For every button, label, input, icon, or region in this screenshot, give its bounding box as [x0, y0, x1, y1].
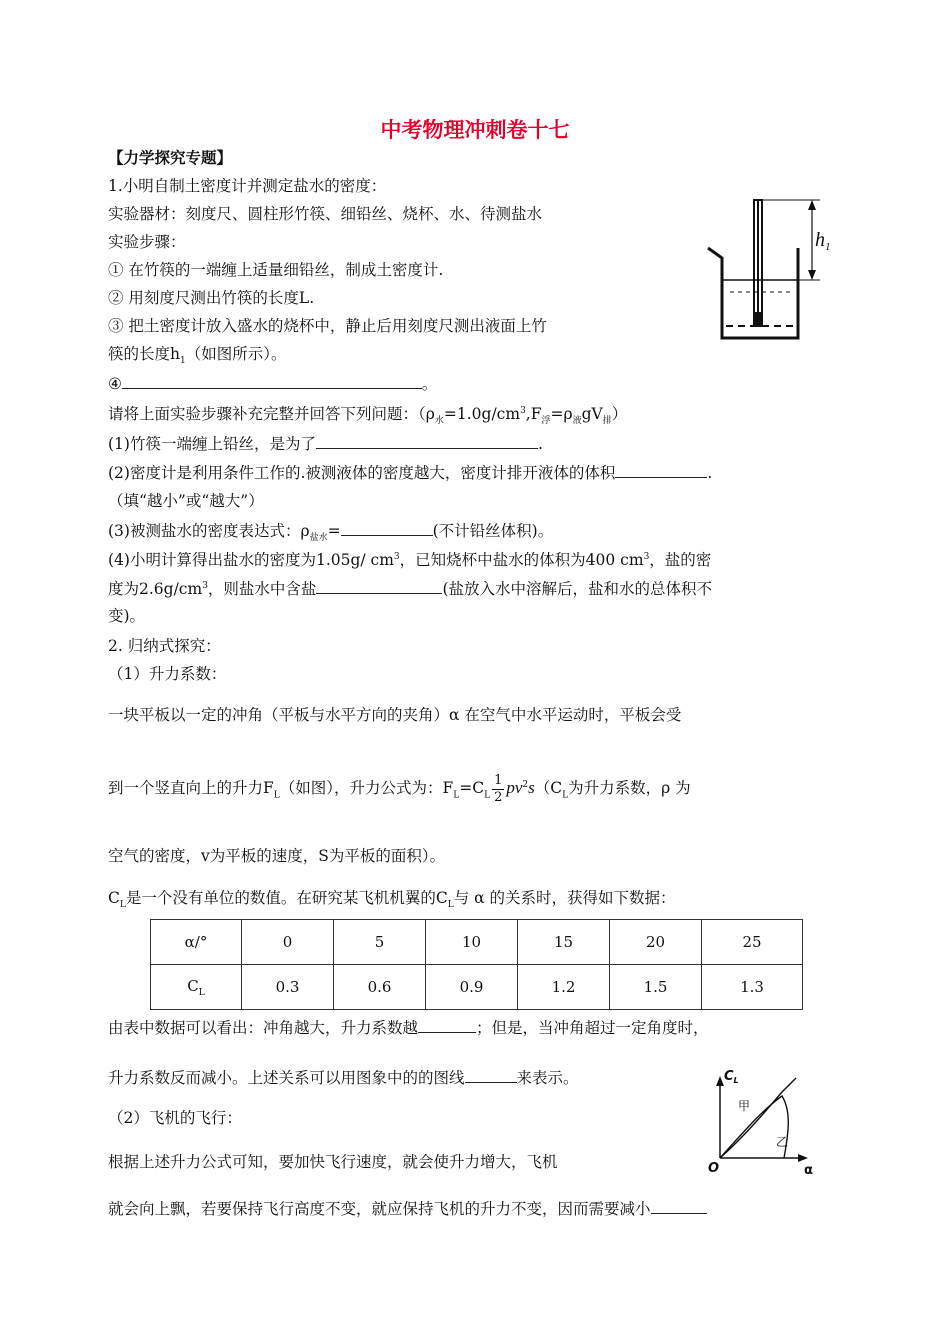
- prompt-sup: 3: [520, 405, 526, 416]
- prompt-rho-sub: 水: [434, 416, 444, 427]
- q1-intro: 1.小明自制土密度计并测定盐水的密度：: [108, 177, 387, 195]
- q1-sub3: [108, 519, 553, 543]
- p4-post: 与 α 的关系时，获得如下数据：: [453, 889, 676, 907]
- sub1-end: .: [537, 435, 543, 453]
- q1-step1: ① 在竹筷的一端缠上适量细铅丝，制成土密度计.: [108, 261, 444, 279]
- beaker-figure: [700, 196, 850, 346]
- p5-pre: 由表中数据可以看出：冲角越大，升力系数越: [108, 1019, 419, 1037]
- table-cell: 1.3: [702, 965, 803, 1010]
- table-cell: 0.3: [242, 965, 334, 1010]
- graph-origin: O: [708, 1161, 720, 1176]
- table-head-cl: [151, 965, 242, 1010]
- p2-pre: 到一个竖直向上的升力F: [108, 779, 274, 798]
- cl-head-main: C: [187, 976, 199, 995]
- q1-step3b: [108, 342, 286, 366]
- sub3-sub: 盐水: [309, 533, 328, 544]
- q2-part1: （1）升力系数：: [108, 665, 227, 683]
- p6-pre: 升力系数反而减小。上述关系可以用图象中的的图线: [108, 1069, 465, 1087]
- sub1-blank[interactable]: [316, 433, 538, 449]
- table-cell: 15: [518, 920, 610, 965]
- q2-p7: 根据上述升力公式可知，要加快飞行速度，就会使升力增大，飞机: [108, 1153, 558, 1171]
- q2-p5: [108, 1016, 709, 1038]
- sub2-end: .: [707, 464, 713, 482]
- q1-step3b-post: （如图所示）。: [185, 345, 287, 363]
- p2-cl2-sub: L: [562, 790, 569, 801]
- p4-sub: L: [119, 900, 126, 911]
- q2-part2: （2）飞机的飞行：: [108, 1109, 242, 1127]
- prompt-gv: gV: [581, 405, 603, 423]
- p2-mid: （如图），升力公式为：F: [279, 779, 454, 798]
- sub4a-sup2: 3: [643, 551, 650, 562]
- sub3-post: (不计铅丝体积)。: [432, 522, 554, 540]
- q2-p3: 空气的密度，v为平板的速度，S为平板的面积）。: [108, 847, 446, 865]
- q1-step3b-sub: 1: [179, 356, 186, 367]
- q1-step3a: ③ 把土密度计放入盛水的烧杯中，静止后用刻度尺测出液面上竹: [108, 317, 547, 335]
- sub4b-pre: 度为2.6g/cm: [108, 580, 203, 598]
- table-cell: 1.5: [610, 965, 702, 1010]
- p4-mid: 是一个没有单位的数值。在研究某飞机机翼的C: [125, 889, 448, 907]
- graph-y-label: $C_L$: [724, 1069, 739, 1085]
- sub3-eq: =: [327, 522, 341, 540]
- q2-p8: [108, 1197, 707, 1219]
- sub4a-pre: (4)小明计算得出盐水的密度为1.05g/ cm: [108, 551, 394, 569]
- q1-sub1: [108, 432, 543, 454]
- label-yi: 乙: [776, 1135, 789, 1149]
- section-heading: 【力学探究专题】: [108, 149, 233, 167]
- p6-blank[interactable]: [465, 1067, 517, 1083]
- q2-p2: [108, 770, 691, 810]
- q1-step2: ② 用刻度尺测出竹筷的长度L.: [108, 289, 315, 307]
- table-cell: 25: [702, 920, 803, 965]
- sub4a-mid: ，已知烧杯中盐水的体积为400 cm: [399, 551, 644, 569]
- sub1-text: (1)竹筷一端缠上铅丝，是为了: [108, 435, 316, 453]
- cl-head-sub: L: [198, 987, 205, 998]
- q1-step4-end: 。: [421, 375, 438, 393]
- lead-wire: [754, 312, 762, 326]
- prompt-f-sub: 浮: [541, 416, 551, 427]
- p5-blank[interactable]: [418, 1017, 476, 1033]
- sub4a-sup: 3: [393, 551, 400, 562]
- p4-sub2: L: [447, 900, 454, 911]
- table-cell: 1.2: [518, 965, 610, 1010]
- table-cell: 10: [426, 920, 518, 965]
- p2-post: 为升力系数，ρ 为: [568, 779, 691, 798]
- p2-eq: =C: [459, 779, 485, 798]
- formula-sup: 2: [522, 780, 529, 790]
- prompt-close: ）: [611, 405, 628, 423]
- p8-blank[interactable]: [651, 1198, 707, 1214]
- prompt-eq: =ρ: [550, 405, 573, 423]
- sub4b-blank[interactable]: [316, 578, 442, 594]
- q1-materials: 实验器材：刻度尺、圆柱形竹筷、细铅丝、烧杯、水、待测盐水: [108, 205, 543, 223]
- formula-fraction: [492, 773, 504, 806]
- cl-alpha-graph: [700, 1066, 830, 1176]
- sub3-pre: (3)被测盐水的密度表达式：ρ: [108, 522, 310, 540]
- formula-s: s: [528, 778, 535, 798]
- q2-p6: [108, 1066, 579, 1088]
- graph-x-label: α: [804, 1163, 813, 1176]
- prompt-pre: 请将上面实验步骤补充完整并回答下列问题：（ρ: [108, 405, 435, 423]
- p2-fl-sub: L: [453, 790, 460, 801]
- prompt-liq-sub: 液: [572, 416, 582, 427]
- q2-p4: [108, 886, 676, 910]
- q1-steps-label: 实验步骤：: [108, 233, 186, 251]
- sub2-text: (2)密度计是利用条件工作的.被测液体的密度越大，密度计排开液体的体积: [108, 464, 616, 482]
- q1-sub4b: [108, 577, 712, 599]
- table-row: [151, 965, 803, 1010]
- q2-intro: 2. 归纳式探究：: [108, 637, 221, 655]
- table-cell: 20: [610, 920, 702, 965]
- sub4a-post: ，盐的密: [649, 551, 712, 569]
- q2-p1: 一块平板以一定的冲角（平板与水平方向的夹角）α 在空气中水平运动时，平板会受: [108, 706, 682, 724]
- p6-post: 来表示。: [516, 1069, 579, 1087]
- table-cell: 0: [242, 920, 334, 965]
- q1-step4: [108, 372, 437, 394]
- q1-step3b-text: 筷的长度h: [108, 345, 180, 363]
- q1-sub2-hint: （填“越小”或“越大”）: [108, 492, 264, 510]
- h1-label: $h_1$: [815, 229, 831, 253]
- frac-den: 2: [494, 789, 503, 805]
- sub3-blank[interactable]: [341, 520, 433, 536]
- table-row: [151, 920, 803, 965]
- frac-num: 1: [494, 772, 503, 788]
- data-table: [150, 919, 803, 1010]
- page-title: 中考物理冲刺卷十七: [380, 118, 570, 142]
- q1-step4-blank[interactable]: [122, 373, 422, 389]
- table-cell: 0.9: [426, 965, 518, 1010]
- formula-pv: pv: [506, 778, 523, 798]
- prompt-pai-sub: 排: [602, 416, 612, 427]
- q1-prompt: [108, 402, 627, 426]
- table-cell: 0.6: [334, 965, 426, 1010]
- sub4b-sup: 3: [202, 580, 208, 591]
- p8-text: 就会向上飘，若要保持飞行高度不变，就应保持飞机的升力不变，因而需要减小: [108, 1200, 651, 1218]
- table-head-alpha: α/°: [151, 920, 242, 965]
- q1-sub4a: [108, 548, 711, 570]
- sub4b-mid: ，则盐水中含盐: [207, 580, 317, 598]
- p5-post: ；但是，当冲角超过一定角度时，: [476, 1019, 709, 1037]
- sub4b-post: (盐放入水中溶解后，盐和水的总体积不: [442, 580, 712, 598]
- p2-post-pre: （C: [534, 779, 563, 798]
- sub2-blank[interactable]: [615, 462, 707, 478]
- p2-sub: L: [273, 790, 280, 801]
- label-jia: 甲: [738, 1099, 751, 1113]
- q1-sub2: [108, 461, 712, 483]
- prompt-f: ,F: [525, 405, 542, 423]
- p4-pre: C: [108, 889, 120, 907]
- q1-sub4c: 变)。: [108, 607, 146, 625]
- q1-step4-num: ④: [108, 375, 122, 393]
- prompt-mid: =1.0g/cm: [443, 405, 521, 423]
- table-cell: 5: [334, 920, 426, 965]
- p2-cl-sub: L: [484, 790, 491, 801]
